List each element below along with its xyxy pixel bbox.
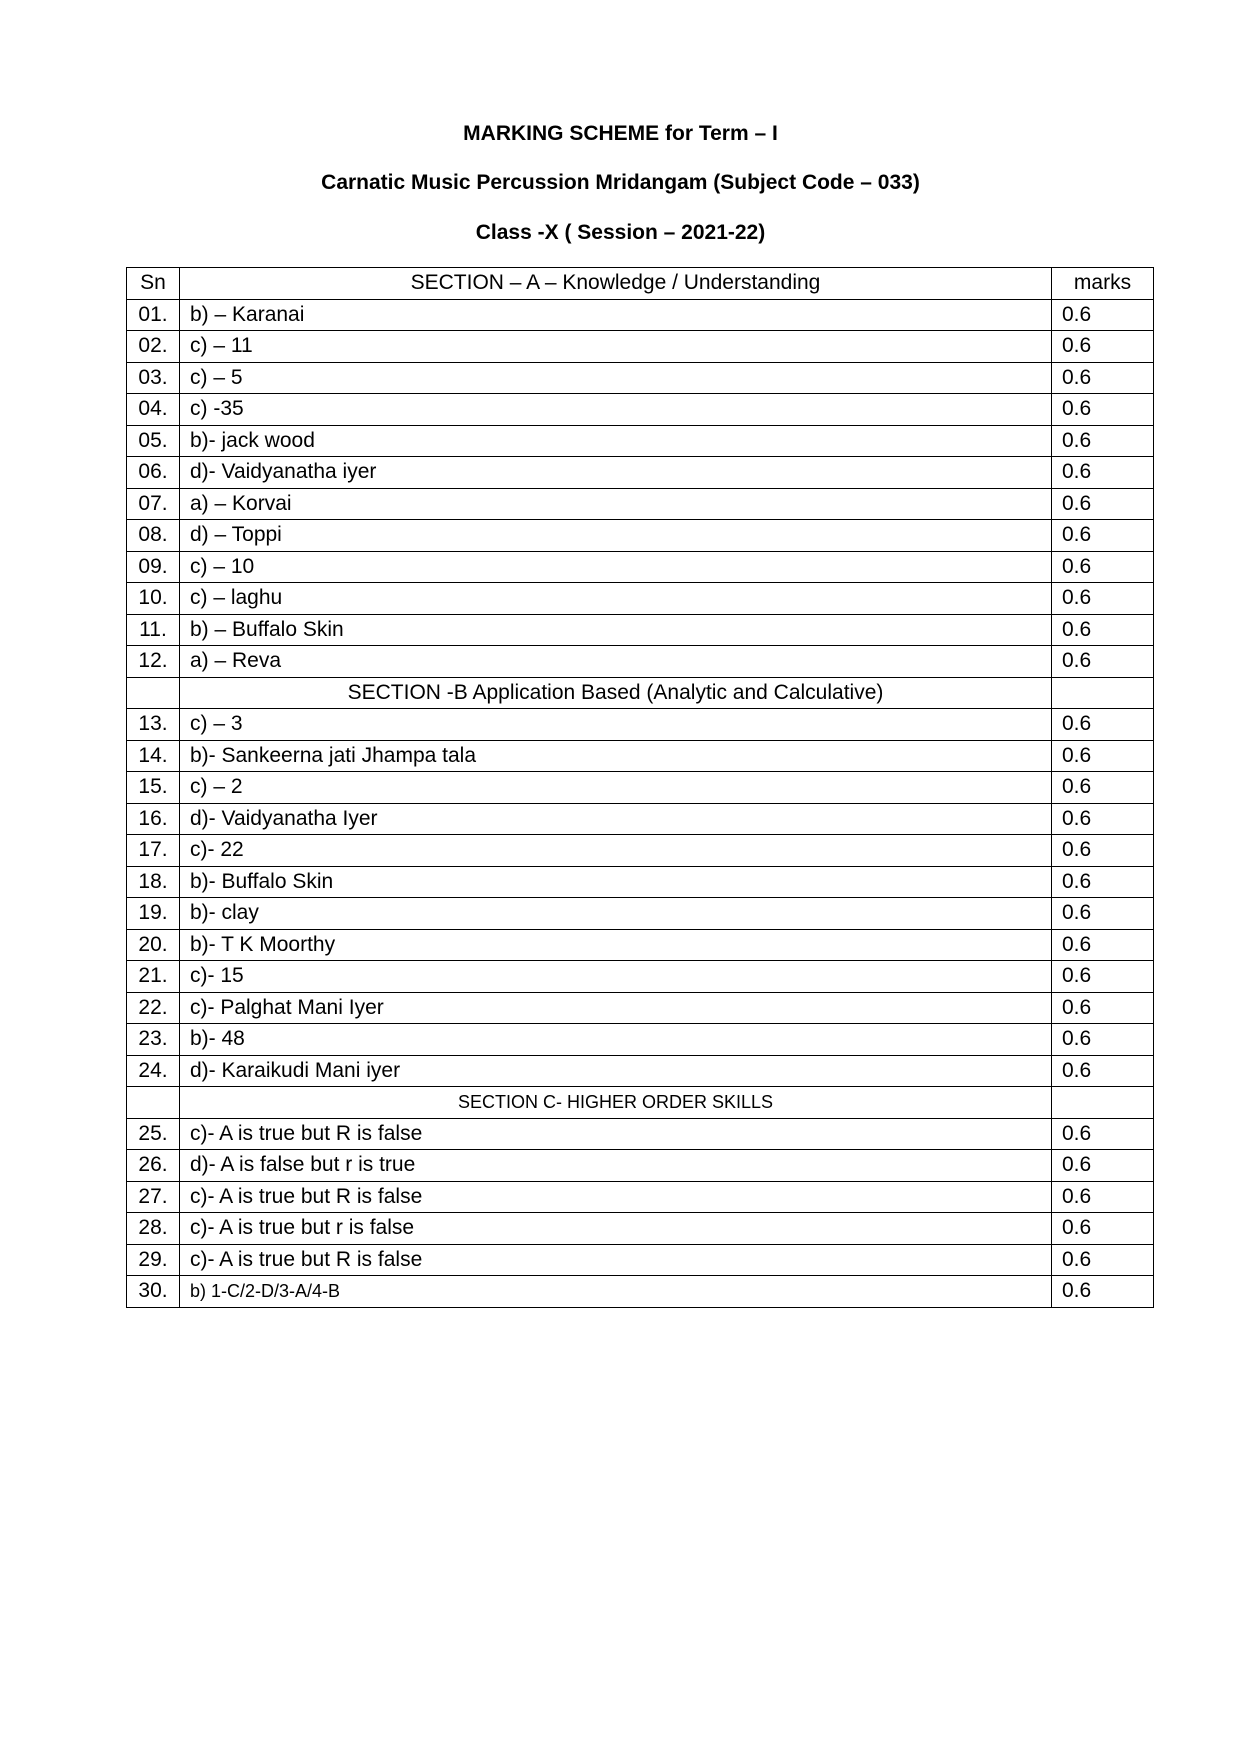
table-row [127,425,1154,457]
answer-cell: c)- 15 [180,961,1052,993]
answer-cell: b) – Karanai [180,299,1052,331]
column-header-sn: Sn [127,268,180,300]
question-number: 24. [127,1055,180,1087]
question-number: 28. [127,1213,180,1245]
answer-cell: b)- Sankeerna jati Jhampa tala [180,740,1052,772]
table-row [127,488,1154,520]
class-session-heading: Class -X ( Session – 2021-22) [475,221,766,244]
marks-cell: 0.6 [1052,457,1154,489]
question-number: 18. [127,866,180,898]
marks-cell: 0.6 [1052,1024,1154,1056]
answer-cell: b)- T K Moorthy [180,929,1052,961]
question-number: 13. [127,709,180,741]
answer-cell: d) – Toppi [180,520,1052,552]
table-row [127,772,1154,804]
subject-heading: Carnatic Music Percussion Mridangam (Subject Code – 033) [321,171,920,194]
answer-cell: d)- Vaidyanatha iyer [180,457,1052,489]
marks-cell: 0.6 [1052,614,1154,646]
marks-cell: 0.6 [1052,362,1154,394]
answer-cell: b)- clay [180,898,1052,930]
marks-cell: 0.6 [1052,1055,1154,1087]
answer-cell: c)- A is true but R is false [180,1118,1052,1150]
marks-cell: 0.6 [1052,394,1154,426]
marks-cell: 0.6 [1052,551,1154,583]
empty-cell [127,677,180,709]
marks-cell: 0.6 [1052,961,1154,993]
empty-cell [127,1087,180,1119]
table-row [127,520,1154,552]
marks-cell: 0.6 [1052,772,1154,804]
question-number: 10. [127,583,180,615]
table-row [127,709,1154,741]
question-number: 30. [127,1276,180,1308]
table-row [127,1181,1154,1213]
marks-cell: 0.6 [1052,1276,1154,1308]
answer-cell: b)- Buffalo Skin [180,866,1052,898]
table-row [127,898,1154,930]
answer-cell: c)- A is true but r is false [180,1213,1052,1245]
table-row [127,1213,1154,1245]
table-row [127,299,1154,331]
answer-cell: b) 1-C/2-D/3-A/4-B [180,1276,1052,1308]
question-number: 08. [127,520,180,552]
marks-cell: 0.6 [1052,1118,1154,1150]
question-number: 21. [127,961,180,993]
question-number: 12. [127,646,180,678]
marks-cell: 0.6 [1052,1244,1154,1276]
marks-cell: 0.6 [1052,898,1154,930]
question-number: 17. [127,835,180,867]
table-row [127,646,1154,678]
marks-cell: 0.6 [1052,709,1154,741]
table-row [127,394,1154,426]
section-c-heading-row [127,1087,1154,1119]
table-row [127,457,1154,489]
table-row [127,992,1154,1024]
table-row [127,1024,1154,1056]
table-row [127,929,1154,961]
marking-scheme-table [126,267,1154,1308]
table-row [127,614,1154,646]
answer-cell: d)- Vaidyanatha Iyer [180,803,1052,835]
table-row [127,961,1154,993]
table-row [127,331,1154,363]
question-number: 09. [127,551,180,583]
marks-cell: 0.6 [1052,299,1154,331]
question-number: 27. [127,1181,180,1213]
table-row [127,1150,1154,1182]
marks-cell: 0.6 [1052,803,1154,835]
table-row [127,803,1154,835]
table-row [127,835,1154,867]
marks-cell: 0.6 [1052,740,1154,772]
table-row [127,866,1154,898]
marks-cell: 0.6 [1052,583,1154,615]
section-b-heading: SECTION -B Application Based (Analytic and Calculative) [180,677,1052,709]
empty-cell [1052,677,1154,709]
section-a-header: SECTION – A – Knowledge / Understanding [180,268,1052,300]
marks-cell: 0.6 [1052,992,1154,1024]
table-row [127,583,1154,615]
answer-cell: d)- Karaikudi Mani iyer [180,1055,1052,1087]
answer-cell: b)- 48 [180,1024,1052,1056]
answer-cell: c) – 2 [180,772,1052,804]
question-number: 25. [127,1118,180,1150]
answer-cell: c) – laghu [180,583,1052,615]
marks-cell: 0.6 [1052,488,1154,520]
question-number: 15. [127,772,180,804]
answer-cell: c)- A is true but R is false [180,1244,1052,1276]
marks-cell: 0.6 [1052,1150,1154,1182]
answer-cell: a) – Korvai [180,488,1052,520]
answer-cell: c) – 10 [180,551,1052,583]
answer-cell: c)- A is true but R is false [180,1181,1052,1213]
question-number: 16. [127,803,180,835]
empty-cell [1052,1087,1154,1119]
question-number: 05. [127,425,180,457]
answer-cell: c)- 22 [180,835,1052,867]
marks-cell: 0.6 [1052,1181,1154,1213]
answer-cell: c) – 11 [180,331,1052,363]
question-number: 01. [127,299,180,331]
question-number: 03. [127,362,180,394]
marks-cell: 0.6 [1052,331,1154,363]
question-number: 20. [127,929,180,961]
table-header-row [127,268,1154,300]
table-row [127,551,1154,583]
marks-cell: 0.6 [1052,866,1154,898]
question-number: 19. [127,898,180,930]
document-title: MARKING SCHEME for Term – I [463,122,778,145]
question-number: 06. [127,457,180,489]
answer-cell: b)- jack wood [180,425,1052,457]
table-row [127,740,1154,772]
question-number: 02. [127,331,180,363]
marks-cell: 0.6 [1052,835,1154,867]
table-row [127,1244,1154,1276]
answer-cell: a) – Reva [180,646,1052,678]
marks-cell: 0.6 [1052,929,1154,961]
question-number: 22. [127,992,180,1024]
answer-cell: c) -35 [180,394,1052,426]
marks-cell: 0.6 [1052,646,1154,678]
question-number: 11. [127,614,180,646]
section-b-heading-row [127,677,1154,709]
marks-cell: 0.6 [1052,520,1154,552]
table-row [127,1055,1154,1087]
answer-cell: d)- A is false but r is true [180,1150,1052,1182]
question-number: 26. [127,1150,180,1182]
section-c-heading: SECTION C- HIGHER ORDER SKILLS [180,1087,1052,1119]
column-header-marks: marks [1052,268,1154,300]
question-number: 23. [127,1024,180,1056]
answer-cell: b) – Buffalo Skin [180,614,1052,646]
table-row [127,1118,1154,1150]
question-number: 04. [127,394,180,426]
marks-cell: 0.6 [1052,1213,1154,1245]
answer-cell: c)- Palghat Mani Iyer [180,992,1052,1024]
question-number: 14. [127,740,180,772]
answer-cell: c) – 5 [180,362,1052,394]
answer-cell: c) – 3 [180,709,1052,741]
marks-cell: 0.6 [1052,425,1154,457]
question-number: 29. [127,1244,180,1276]
table-row [127,1276,1154,1308]
question-number: 07. [127,488,180,520]
table-row [127,362,1154,394]
